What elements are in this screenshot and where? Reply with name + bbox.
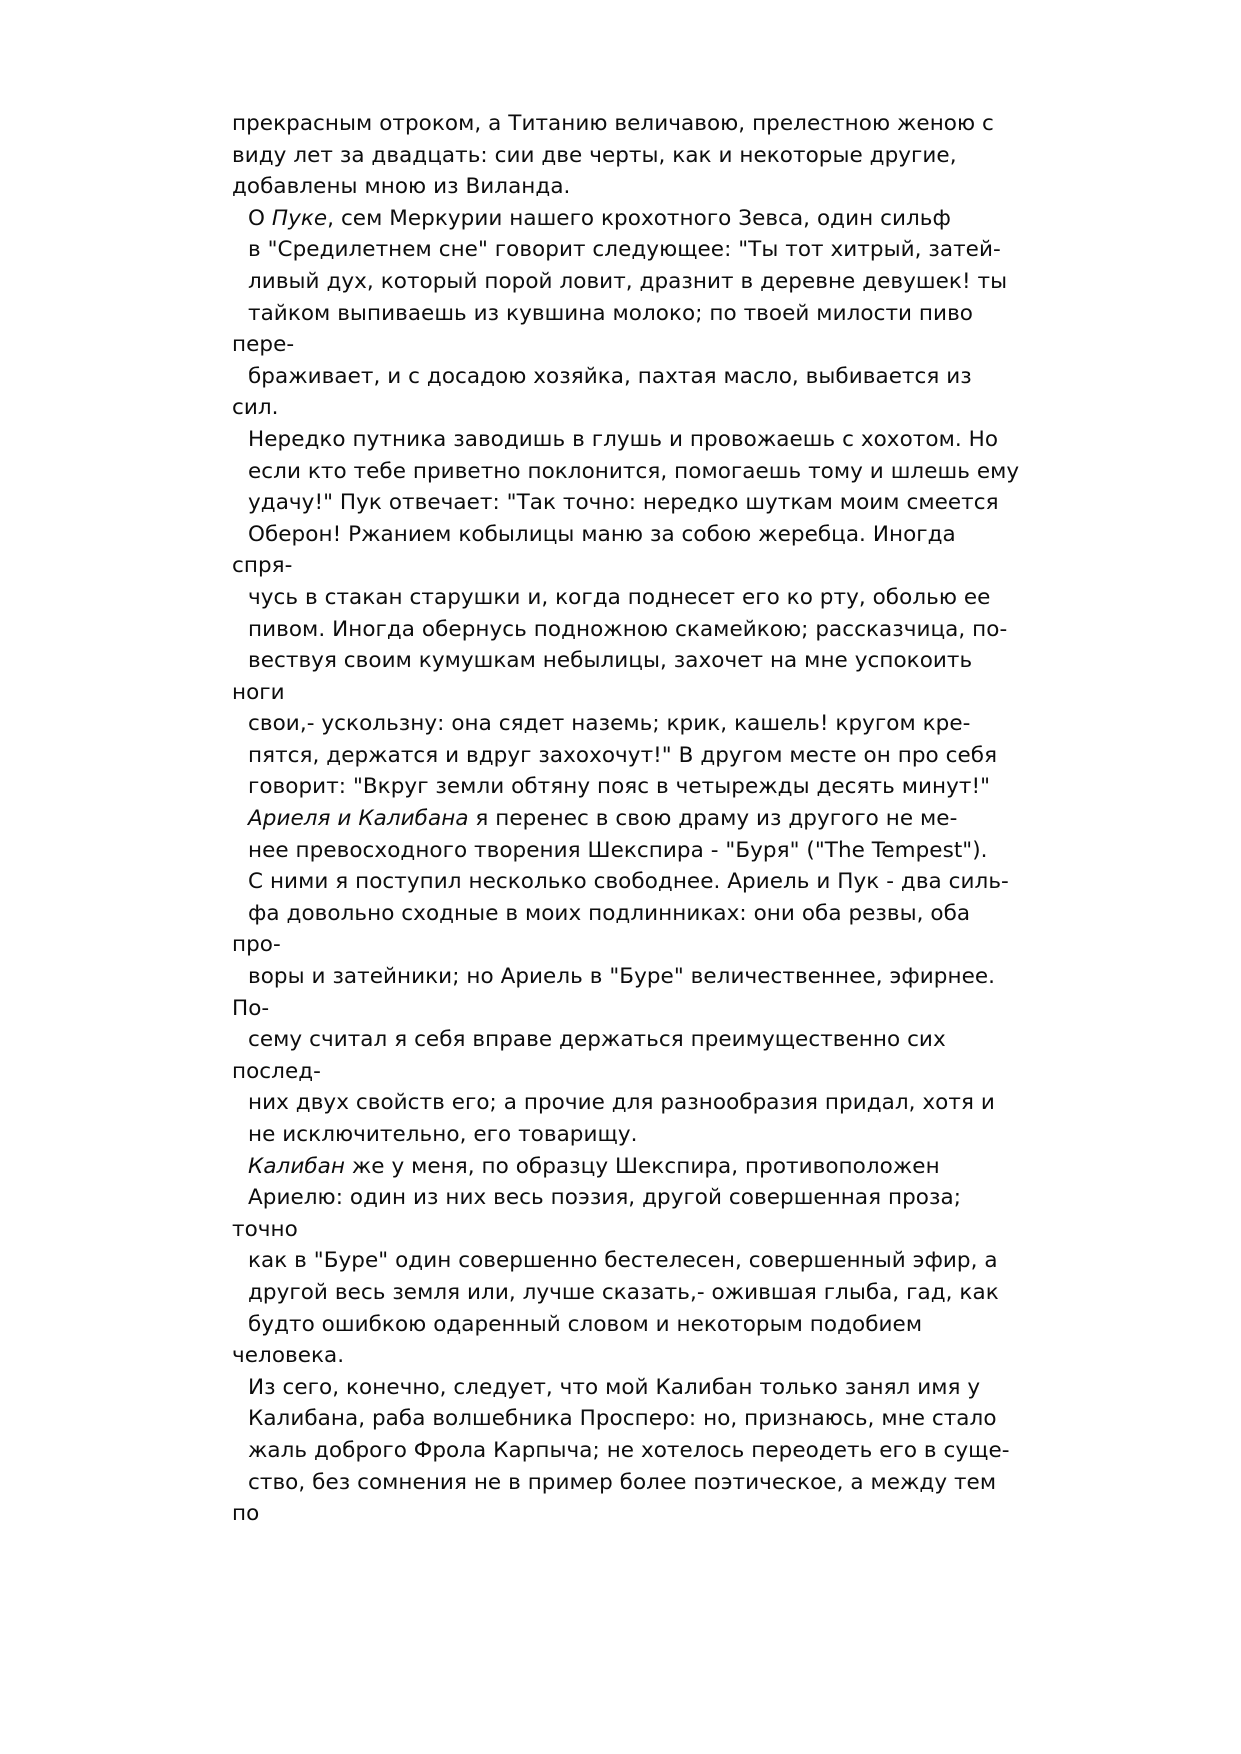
text-line: Нередко путника заводишь в глушь и провожаешь с хохотом. Но xyxy=(248,426,999,452)
text-line: в "Средилетнем сне" говорит следующее: "Ты тот хитрый, затей- xyxy=(248,237,1001,263)
text-line: них двух свойств его; а прочие для разнообразия придал, хотя и xyxy=(248,1090,995,1116)
text-line: свои,- ускользну: она сядет наземь; крик, кашель! кругом кре- xyxy=(248,711,971,737)
text-line: точно xyxy=(232,1216,298,1242)
text-line: жаль доброго Фрола Карпыча; не хотелось переодеть его в суще- xyxy=(248,1437,1010,1463)
text-line: фа довольно сходные в моих подлинниках: они оба резвы, оба xyxy=(248,900,971,926)
text-line: сему считал я себя вправе держаться преимущественно сих xyxy=(248,1027,946,1053)
text-line: другой весь земля или, лучше сказать,- ожившая глыба, гад, как xyxy=(248,1279,999,1305)
text-line: Оберон! Ржанием кобылицы маню за собою жеребца. Иногда xyxy=(248,521,956,547)
text-line: ство, без сомнения не в пример более поэтическое, а между тем xyxy=(248,1469,997,1495)
text-line: Ариелю: один из них весь поэзия, другой совершенная проза; xyxy=(248,1185,962,1211)
text-line: пятся, держатся и вдруг захохочут!" В другом месте он про себя xyxy=(248,742,998,768)
text-line: воры и затейники; но Ариель в "Буре" величественнее, эфирнее. xyxy=(248,964,996,990)
line-suffix: , сем Меркурии нашего крохотного Зевса, один сильф xyxy=(327,205,951,231)
text-line: пивом. Иногда обернусь подножною скамейкою; рассказчица, по- xyxy=(248,616,1008,642)
text-line: пере- xyxy=(232,332,295,358)
text-line-italic-lead xyxy=(232,803,1121,835)
text-line: сил. xyxy=(232,395,279,421)
text-line: браживает, и с досадою хозяйка, пахтая масло, выбивается из xyxy=(248,363,972,389)
line-suffix: я перенес в свою драму из другого не ме- xyxy=(468,806,958,832)
text-line: ливый дух, который порой ловит, дразнит в деревне девушек! ты xyxy=(248,268,1008,294)
line-prefix: О xyxy=(248,205,272,231)
italic-term: Пуке xyxy=(271,205,328,231)
text-line: По- xyxy=(232,995,270,1021)
text-line: прекрасным отроком, а Титанию величавою, прелестною женою с xyxy=(232,111,994,136)
text-line: Из сего, конечно, следует, что мой Калибан только занял имя у xyxy=(248,1374,981,1400)
text-line: добавлены мною из Виланда. xyxy=(232,174,571,200)
text-line: по xyxy=(232,1501,260,1527)
text-line: тайком выпиваешь из кувшина молоко; по твоей милости пиво xyxy=(248,300,973,326)
text-line: Калибана, раба волшебника Просперо: но, признаюсь, мне стало xyxy=(248,1406,997,1432)
text-line: вествуя своим кумушкам небылицы, захочет на мне успокоить xyxy=(248,648,973,674)
text-line: говорит: "Вкруг земли обтяну пояс в четырежды десять минут!" xyxy=(248,774,991,800)
text-line: С ними я поступил несколько свободнее. Ариель и Пук - два силь- xyxy=(248,869,1009,895)
text-line: удачу!" Пук отвечает: "Так точно: нередко шуткам моим смеется xyxy=(248,490,999,516)
text-line: не исключительно, его товарищу. xyxy=(248,1122,638,1147)
text-line: спря- xyxy=(232,553,293,579)
text-line: нее превосходного творения Шекспира - "Буря" ("The Tempest"). xyxy=(248,837,988,863)
text-line: виду лет за двадцать: сии две черты, как и некоторые другие, xyxy=(232,142,957,168)
text-line: про- xyxy=(232,932,281,958)
italic-term: Калибан xyxy=(248,1153,345,1179)
text-line-italic-lead xyxy=(232,1151,1121,1183)
text-line: человека. xyxy=(232,1343,345,1369)
text-line: если кто тебе приветно поклонится, помогаешь тому и шлешь ему xyxy=(248,458,1020,484)
line-suffix: же у меня, по образцу Шекспира, противоположен xyxy=(345,1153,940,1179)
document-text-body xyxy=(232,108,1121,1530)
text-line: чусь в стакан старушки и, когда поднесет его ко рту, оболью ее xyxy=(248,584,991,610)
text-line: ноги xyxy=(232,679,285,705)
italic-term: Ариеля и Калибана xyxy=(248,806,469,832)
text-line: будто ошибкою одаренный словом и некоторым подобием xyxy=(248,1311,923,1337)
text-line-italic-lead xyxy=(232,203,1121,235)
text-line: как в "Буре" один совершенно бестелесен, совершенный эфир, а xyxy=(248,1248,998,1274)
text-line: послед- xyxy=(232,1058,321,1084)
